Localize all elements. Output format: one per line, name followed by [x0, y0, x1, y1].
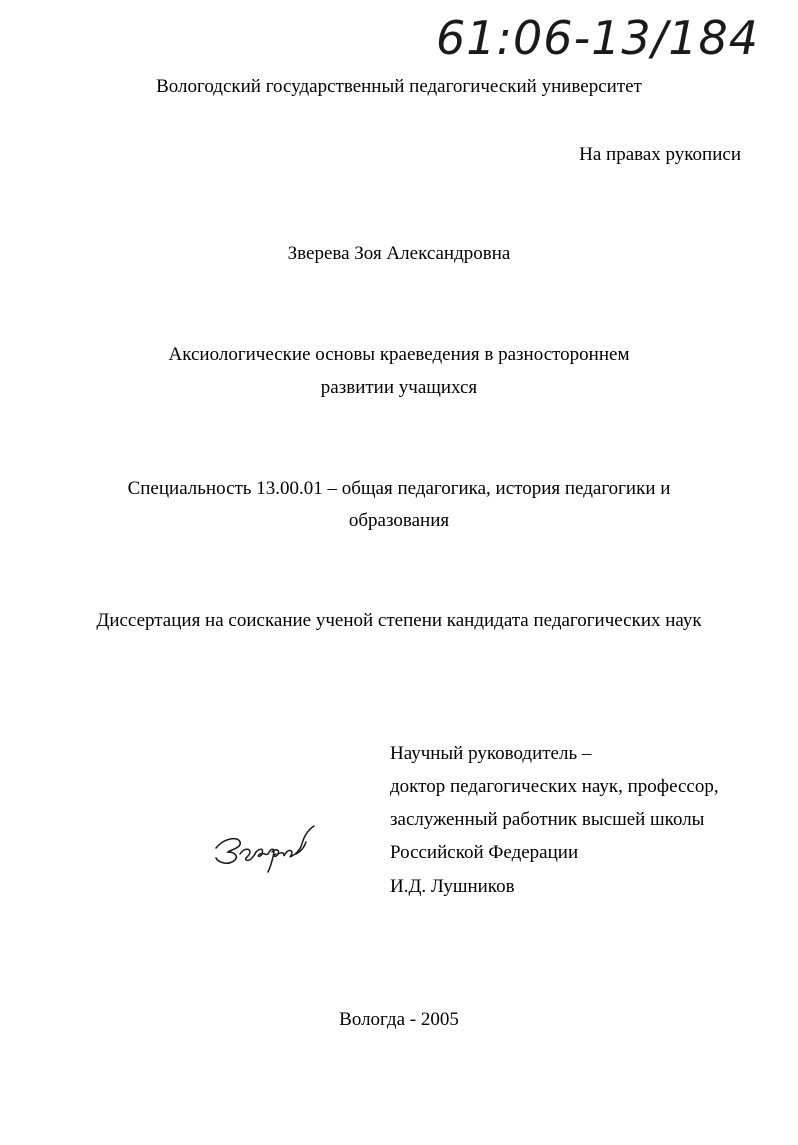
- supervisor-name: И.Д. Лушников: [390, 876, 515, 897]
- specialty-line1: Специальность 13.00.01 – общая педагогика, история педагогики и: [127, 478, 671, 499]
- archive-code-text: 61:06-13/184: [436, 11, 759, 65]
- supervisor-honor: заслуженный работник высшей школы: [390, 809, 705, 830]
- supervisor-role: Научный руководитель –: [390, 743, 592, 764]
- dissertation-title-line1: Аксиологические основы краеведения в разностороннем: [168, 344, 630, 365]
- archive-code-handwritten: [432, 8, 759, 65]
- manuscript-rights: На правах рукописи: [579, 144, 741, 165]
- author-name: Зверева Зоя Александровна: [287, 243, 511, 264]
- university-name: Вологодский государственный педагогический университет: [156, 76, 642, 97]
- dissertation-type: Диссертация на соискание ученой степени кандидата педагогических наук: [96, 610, 702, 631]
- author-signature: [210, 818, 320, 874]
- place-year: Вологда - 2005: [339, 1009, 459, 1030]
- dissertation-title-line2: развитии учащихся: [320, 377, 478, 398]
- specialty-line2: образования: [348, 510, 450, 531]
- supervisor-country: Российской Федерации: [390, 842, 579, 863]
- supervisor-degree: доктор педагогических наук, профессор,: [390, 776, 719, 797]
